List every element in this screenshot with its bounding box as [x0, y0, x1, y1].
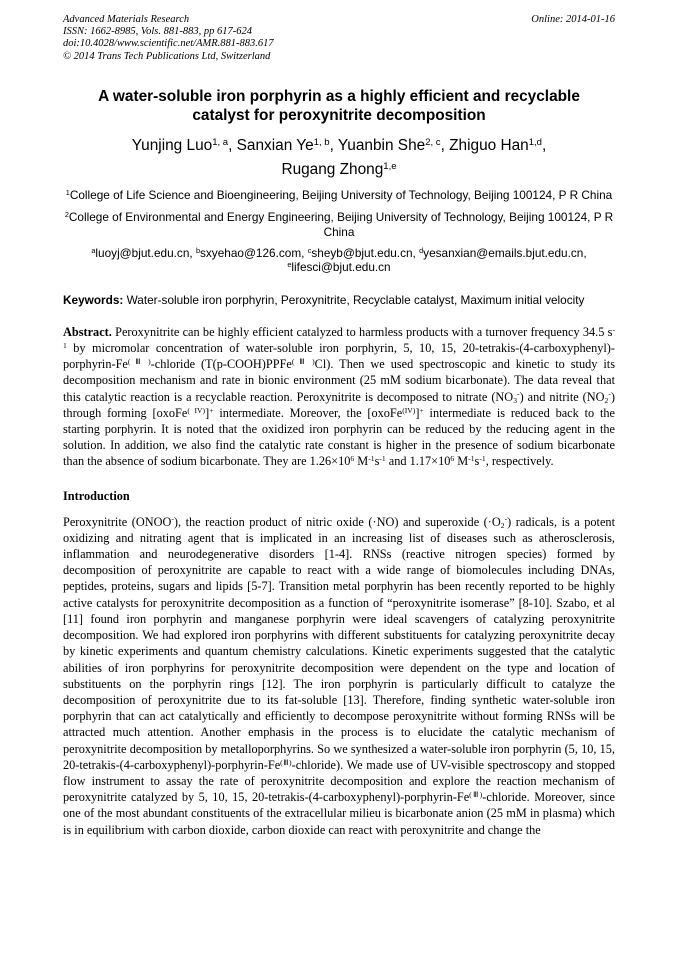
author-emails	[63, 246, 615, 275]
email-mark: a	[91, 246, 96, 256]
email-mark: d	[419, 246, 424, 256]
email-address: lifesci@bjut.edu.cn	[291, 260, 391, 275]
introduction-heading: Introduction	[63, 488, 130, 503]
abstract-text: , respectively.	[485, 454, 554, 469]
affiliation-mark: 1	[65, 187, 70, 197]
author-name: Yunjing Luo	[131, 136, 213, 154]
superscript: -1	[63, 324, 615, 350]
superscript: ( Ⅲ )	[127, 357, 151, 367]
abstract-text: by micromolar concentration of water-soluble iron porphyrin, 5, 10, 15, 20-tetrakis-(4-carboxyphenyl)-porphyrin-Fe	[63, 341, 615, 372]
abstract-text: and 1.17×10	[385, 454, 451, 469]
affiliation-1	[63, 188, 615, 202]
abstract-text: ]	[205, 405, 210, 420]
abstract-text: -chloride (T(p-COOH)PPFe	[150, 357, 292, 372]
issn-line: ISSN: 1662-8985, Vols. 881-883, pp 617-624	[63, 26, 252, 38]
affiliation-text: College of Life Science and Bioengineering, Beijing University of Technology, Beijing 100124, P R China	[69, 187, 613, 202]
online-date: Online: 2014-01-16	[531, 14, 615, 25]
superscript: -	[608, 389, 611, 399]
email-line-2	[63, 260, 615, 274]
superscript: ( Ⅲ )	[291, 357, 315, 367]
body-text: Peroxynitrite (ONOO	[63, 514, 172, 529]
superscript: -1	[368, 454, 375, 464]
abstract-text: intermediate is reduced back to the starting porphyrin. It is noted that the oxidized iron porphyrin can be reduced by the reducing agent in the solution. In addition, we also find the catalytic rate constant is higher in the presence of sodium bicarbonate than the absence of sodium bicarbonate. They are 1.26×10	[63, 405, 615, 469]
abstract-text: M	[454, 454, 469, 469]
superscript: +	[209, 405, 214, 415]
introduction-paragraph	[63, 514, 615, 838]
email-address: sxyehao@126.com,	[200, 246, 308, 261]
subscript: 2	[604, 395, 609, 405]
superscript: (IV)	[402, 405, 416, 415]
superscript: 6	[450, 454, 455, 464]
abstract	[63, 324, 615, 470]
abstract-text: Peroxynitrite can be highly efficient catalyzed to harmless products with a turnover frequency 34.5 s	[111, 324, 613, 339]
affiliation-2	[63, 210, 615, 239]
email-mark: b	[195, 246, 200, 256]
superscript: 6	[350, 454, 355, 464]
author-affiliation-mark: 2, c	[425, 136, 441, 148]
author-name: Sanxian Ye	[236, 136, 314, 154]
abstract-label: Abstract.	[63, 324, 112, 339]
superscript: ( IV)	[187, 405, 206, 415]
author-affiliation-mark: 1,e	[383, 160, 397, 172]
abstract-text: s	[374, 454, 380, 469]
email-address: sheyb@bjut.edu.cn,	[311, 246, 420, 261]
author-separator: ,	[329, 136, 338, 154]
email-mark: e	[287, 260, 292, 270]
superscript: -	[517, 389, 520, 399]
email-mark: c	[307, 246, 312, 256]
body-text: ) radicals, is a potent oxidizing and nitrating agent that is implicated in an increasing list of diseases such as atherosclerosis, inflammation and neurodegenerative disorders [1-4]. RNSs (reactive nitrogen species) formed by decomposition of peroxynitrite are capable to react with a wide range of biomolecules including DNAs, peptides, proteins, sugars and lipids [5-7]. Transition metal porphyrin has been recently reported to be highly active catalysts for peroxynitrite decomposition as a function of “peroxynitrite isomerase” [8-10]. Szabo, et al [11] found iron porphyrin and manganese porphyrin were ideal scavengers of catalyzing peroxynitrite decomposition. We had explored iron porphyrins with different substituents for catalyzing peroxynitrite decay by kinetic experiments and quantum chemistry calculations. Kinetic experiments suggested that the catalytic abilities of iron porphyrins for peroxynitrite decomposition were dependent on the type and location of substituents on the porphyrin rings [12]. The iron porphyrin is particularly difficult to catalyze the decomposition of peroxynitrite due to its fat-soluble [13]. Therefore, finding synthetic water-soluble iron porphyrin that can act catalytically and efficiently to decompose peroxynitrite without forming RNSs will be attracted much attention. Another emphasis in the process is to elucidate the catalytic mechanism of peroxynitrite decomposition by metalloporphyrins. So we synthesized a water-soluble iron porphyrin (5, 10, 15, 20-tetrakis-(4-carboxyphenyl)-porphyrin-Fe	[63, 514, 615, 772]
author-affiliation-mark: 1, a	[212, 136, 229, 148]
body-text: -chloride. Moreover, since one of the most abundant constituents of the extracellular milieu is bicarbonate anion (25 mM in plasma) which is in equilibrium with carbon dioxide, carbon dioxide can react with peroxynitrite and change the	[63, 790, 615, 837]
superscript: (Ⅲ)	[280, 757, 292, 767]
title-line-2: catalyst for peroxynitrite decomposition	[192, 106, 486, 124]
affiliation-mark: 2	[64, 210, 69, 220]
keywords-label: Keywords:	[63, 292, 124, 307]
abstract-text: ) and nitrite (NO	[519, 389, 605, 404]
doi-line: doi:10.4028/www.scientific.net/AMR.881-883.617	[63, 38, 274, 50]
abstract-text: intermediate. Moreover, the [oxoFe	[213, 405, 403, 420]
author-name: Zhiguo Han	[449, 136, 529, 154]
author-list	[63, 134, 615, 182]
superscript: -	[171, 514, 174, 524]
author-separator: ,	[440, 136, 450, 154]
paper-title	[63, 87, 615, 125]
keywords	[63, 293, 615, 307]
author-name: Yuanbin She	[337, 136, 426, 154]
author-separator: ,	[541, 136, 547, 154]
email-line-1	[63, 246, 615, 260]
superscript: -1	[479, 454, 486, 464]
journal-name: Advanced Materials Research	[63, 14, 190, 25]
superscript: (Ⅲ)	[469, 789, 483, 799]
body-text: -chloride). We made use of UV-visible spectroscopy and stopped flow instrument to assay the rate of peroxynitrite decomposition and explore the reaction mechanism of peroxynitrite catalyzed by 5, 10, 15, 20-tetrakis-(4-carboxyphenyl)-porphyrin-Fe	[63, 757, 615, 805]
subscript: 3	[513, 395, 518, 405]
author-name: Rugang Zhong	[281, 160, 384, 178]
body-text: ), the reaction product of nitric oxide (·NO) and superoxide (·O	[173, 514, 501, 529]
superscript: -1	[468, 454, 475, 464]
abstract-text: s	[474, 454, 480, 469]
keywords-text: Water-soluble iron porphyrin, Peroxynitrite, Recyclable catalyst, Maximum initial velocity	[123, 292, 585, 307]
author-line-1	[63, 134, 615, 158]
journal-header	[63, 14, 615, 63]
superscript: +	[419, 405, 424, 415]
subscript: 2	[500, 520, 505, 530]
superscript: -1	[379, 454, 386, 464]
author-line-2	[63, 158, 615, 182]
title-line-1: A water-soluble iron porphyrin as a highly efficient and recyclable	[98, 87, 580, 105]
email-address: yesanxian@emails.bjut.edu.cn,	[423, 246, 587, 261]
author-affiliation-mark: 1, b	[313, 136, 330, 148]
abstract-text: M	[354, 454, 369, 469]
email-address: luoyj@bjut.edu.cn,	[95, 246, 196, 261]
author-affiliation-mark: 1,d	[528, 136, 542, 148]
author-separator: ,	[228, 136, 237, 154]
affiliation-text: College of Environmental and Energy Engineering, Beijing University of Technology, Beijing 100124, P R China	[68, 210, 614, 239]
abstract-text: ) through forming [oxoFe	[63, 389, 616, 420]
copyright-line: © 2014 Trans Tech Publications Ltd, Switzerland	[63, 50, 271, 62]
abstract-text: ]	[415, 405, 420, 420]
superscript: -	[504, 514, 508, 524]
abstract-text: Cl). Then we used spectroscopic and kinetic to study its decomposition mechanism and rate in bionic environment (25 mM sodium bicarbonate). The data reveal that this catalytic reaction is a recyclable reaction. Peroxynitrite is decomposed to nitrate (NO	[63, 357, 615, 404]
